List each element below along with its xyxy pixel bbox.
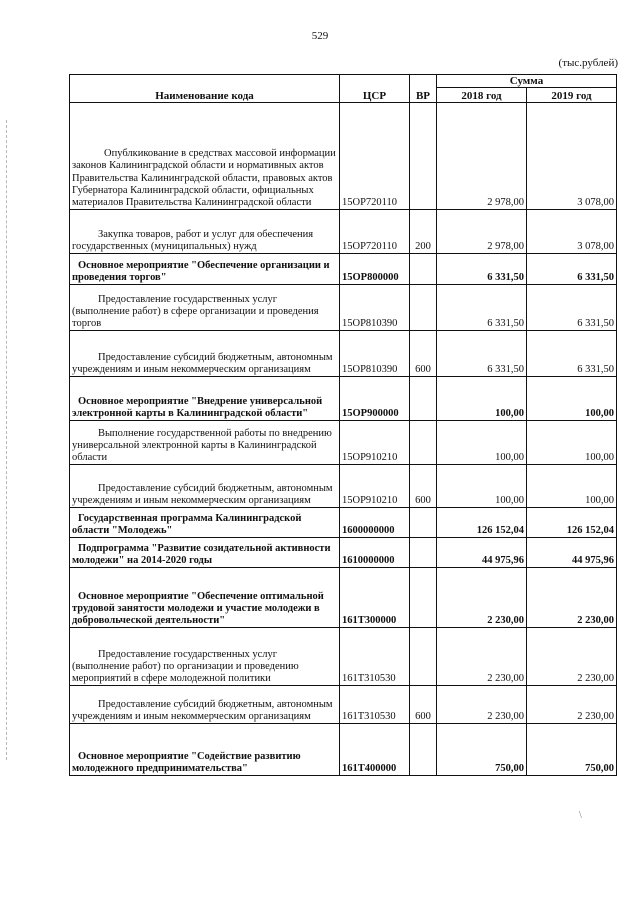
row-amount-2019: 100,00: [527, 377, 617, 421]
row-csr-code: 161Т310530: [340, 628, 410, 686]
row-vr-code: [410, 421, 437, 465]
row-csr-code: 15ОР720110: [340, 210, 410, 254]
table-row: [70, 568, 617, 628]
header-name: Наименование кода: [70, 75, 340, 103]
row-csr-code: 161Т300000: [340, 568, 410, 628]
row-name: Предоставление субсидий бюджетным, автономным учреждениям и иным некоммерческим организациям: [70, 331, 340, 377]
row-amount-2018: 2 230,00: [437, 568, 527, 628]
row-amount-2019: 3 078,00: [527, 210, 617, 254]
row-name: Закупка товаров, работ и услуг для обеспечения государственных (муниципальных) нужд: [70, 210, 340, 254]
row-vr-code: [410, 538, 437, 568]
table-row: [70, 254, 617, 285]
row-vr-code: 600: [410, 686, 437, 724]
row-amount-2019: 44 975,96: [527, 538, 617, 568]
table-row: [70, 628, 617, 686]
row-csr-code: 15ОР800000: [340, 254, 410, 285]
scan-speck: \: [579, 810, 582, 821]
row-csr-code: 15ОР910210: [340, 421, 410, 465]
table-row: [70, 538, 617, 568]
row-amount-2018: 100,00: [437, 465, 527, 508]
unit-label: (тыс.рублей): [558, 57, 618, 69]
row-vr-code: [410, 568, 437, 628]
table-row: [70, 103, 617, 210]
scan-edge-line: [6, 120, 8, 760]
row-csr-code: 161Т400000: [340, 724, 410, 776]
row-name: Предоставление субсидий бюджетным, автономным учреждениям и иным некоммерческим организациям: [70, 686, 340, 724]
row-vr-code: [410, 285, 437, 331]
row-amount-2018: 750,00: [437, 724, 527, 776]
row-vr-code: [410, 377, 437, 421]
page-number: 529: [311, 30, 329, 42]
row-amount-2019: 126 152,04: [527, 508, 617, 538]
row-name: Опублкикование в средствах массовой информации законов Калининградской области и нормативных актов Правительства Калининградской области, правовых актов Губернатора Калининградской области, официальных материалов Правительства Калининградской области: [70, 103, 340, 210]
row-csr-code: 15ОР810390: [340, 285, 410, 331]
row-amount-2019: 2 230,00: [527, 628, 617, 686]
header-year-2019: 2019 год: [527, 88, 617, 103]
header-sum: Сумма: [437, 75, 617, 88]
row-name: Основное мероприятие "Обеспечение оптимальной трудовой занятости молодежи и участие молодежи в добровольческой деятельности": [70, 568, 340, 628]
row-name: Предоставление государственных услуг (выполнение работ) по организации и проведению мероприятий в сфере молодежной политики: [70, 628, 340, 686]
table-row: [70, 465, 617, 508]
row-vr-code: 600: [410, 465, 437, 508]
row-name: Предоставление государственных услуг (выполнение работ) в сфере организации и проведения торгов: [70, 285, 340, 331]
header-csr: ЦСР: [340, 75, 410, 103]
row-amount-2018: 2 230,00: [437, 686, 527, 724]
row-amount-2018: 2 230,00: [437, 628, 527, 686]
row-amount-2018: 6 331,50: [437, 331, 527, 377]
row-amount-2019: 6 331,50: [527, 331, 617, 377]
row-vr-code: [410, 724, 437, 776]
row-amount-2018: 6 331,50: [437, 254, 527, 285]
row-amount-2018: 100,00: [437, 421, 527, 465]
row-csr-code: 161Т310530: [340, 686, 410, 724]
row-name: Основное мероприятие "Содействие развитию молодежного предпринимательства": [70, 724, 340, 776]
budget-table: [69, 74, 617, 776]
header-year-2018: 2018 год: [437, 88, 527, 103]
row-name: Предоставление субсидий бюджетным, автономным учреждениям и иным некоммерческим организациям: [70, 465, 340, 508]
row-amount-2019: 6 331,50: [527, 254, 617, 285]
row-csr-code: 1600000000: [340, 508, 410, 538]
header-vr: ВР: [410, 75, 437, 103]
row-vr-code: 200: [410, 210, 437, 254]
row-amount-2019: 100,00: [527, 421, 617, 465]
row-vr-code: [410, 254, 437, 285]
row-amount-2019: 3 078,00: [527, 103, 617, 210]
row-amount-2019: 2 230,00: [527, 568, 617, 628]
row-vr-code: [410, 508, 437, 538]
row-vr-code: 600: [410, 331, 437, 377]
row-name: Подпрограмма "Развитие созидательной активности молодежи" на 2014-2020 годы: [70, 538, 340, 568]
table-row: [70, 724, 617, 776]
row-csr-code: 15ОР720110: [340, 103, 410, 210]
row-amount-2018: 44 975,96: [437, 538, 527, 568]
row-amount-2018: 126 152,04: [437, 508, 527, 538]
row-csr-code: 15ОР810390: [340, 331, 410, 377]
row-csr-code: 15ОР910210: [340, 465, 410, 508]
table-row: [70, 421, 617, 465]
row-name: Государственная программа Калининградской области "Молодежь": [70, 508, 340, 538]
row-amount-2019: 750,00: [527, 724, 617, 776]
row-amount-2018: 2 978,00: [437, 210, 527, 254]
table-row: [70, 377, 617, 421]
row-csr-code: 15ОР900000: [340, 377, 410, 421]
row-amount-2018: 2 978,00: [437, 103, 527, 210]
table-row: [70, 686, 617, 724]
row-name: Выполнение государственной работы по внедрению универсальной электронной карты в Калининградской области: [70, 421, 340, 465]
table-row: [70, 508, 617, 538]
row-amount-2019: 2 230,00: [527, 686, 617, 724]
row-amount-2018: 100,00: [437, 377, 527, 421]
row-vr-code: [410, 628, 437, 686]
row-name: Основное мероприятие "Внедрение универсальной электронной карты в Калининградской области": [70, 377, 340, 421]
table-row: [70, 285, 617, 331]
row-vr-code: [410, 103, 437, 210]
row-name: Основное мероприятие "Обеспечение организации и проведения торгов": [70, 254, 340, 285]
table-row: [70, 210, 617, 254]
row-amount-2019: 6 331,50: [527, 285, 617, 331]
row-amount-2018: 6 331,50: [437, 285, 527, 331]
row-amount-2019: 100,00: [527, 465, 617, 508]
row-csr-code: 1610000000: [340, 538, 410, 568]
table-row: [70, 331, 617, 377]
